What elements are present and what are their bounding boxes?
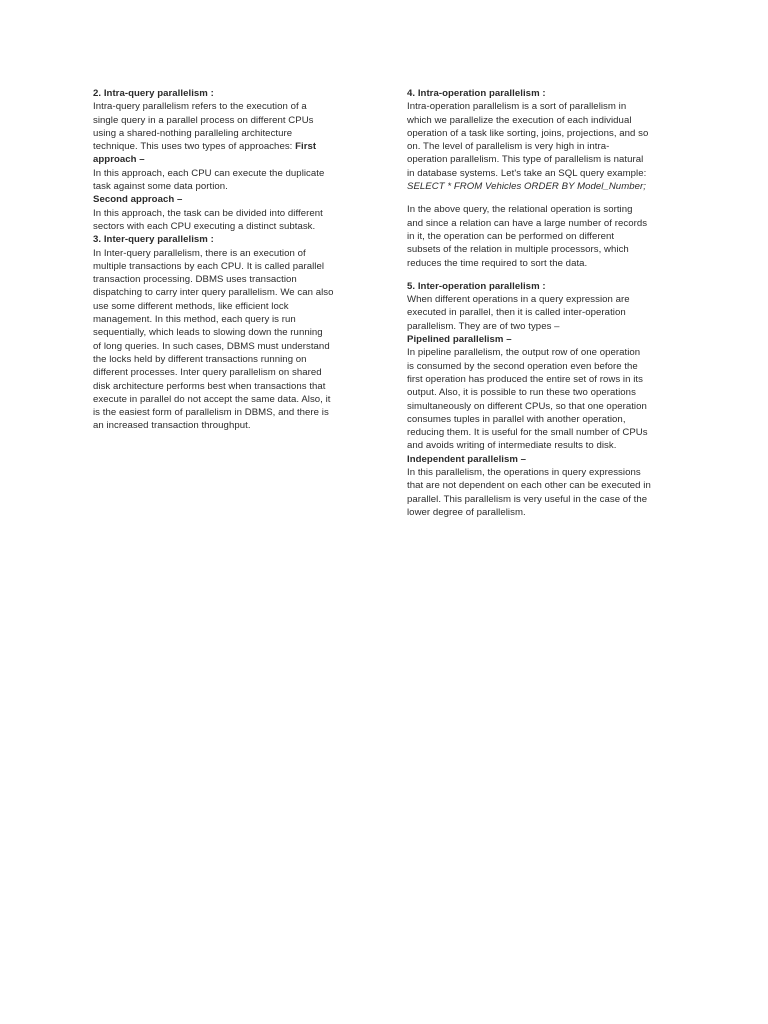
section-5-heading: 5. Inter-operation parallelism : [407, 280, 546, 292]
pipelined-body: In pipeline parallelism, the output row of one operation is consumed by the second operation even before the first operation has produced the entire set of rows in its output. Also, it is possible to run these two operations simultaneously on different CPUs, so that one operation consumes tuples in parallel with another operation, reducing them. It is useful for the small number of CPUs and avoids writing of intermediate results to disk. [407, 347, 648, 452]
section-2-heading: 2. Intra-query parallelism : [93, 88, 214, 99]
section-2-text: Intra-query parallelism refers to the execution of a single query in a parallel process on different CPUs using a shared-nothing paralleling architecture technique. This uses two types of approaches: [93, 101, 314, 153]
section-5-body: When different operations in a query expression are executed in parallel, then it is called inter-operation parallelism. They are of two types – [407, 294, 630, 332]
right-column [407, 87, 679, 519]
section-4-body: Intra-operation parallelism is a sort of parallelism in which we parallelize the execution of each individual operation of a task like sorting, joins, projections, and so on. The level of parallelism is very high in intra- operation parallelism. This type of parallelism is natural in database systems. Let's take an SQL query example: [407, 101, 649, 179]
section-4-explanation: In the above query, the relational operation is sorting and since a relation can have a large number of records in it, the operation can be performed on different subsets of the relation in multiple processors, which reduces the time required to sort the data. [407, 204, 648, 269]
section-2-body [93, 100, 365, 166]
first-approach-body: In this approach, each CPU can execute the duplicate task against some data portion. [93, 167, 325, 193]
spacer [407, 270, 679, 280]
independent-label: Independent parallelism – [407, 453, 527, 465]
section-3-heading: 3. Inter-query parallelism : [93, 234, 214, 246]
spacer [407, 193, 679, 203]
second-approach-label: Second approach – [93, 194, 183, 206]
sql-example: SELECT * FROM Vehicles ORDER BY Model_Number; [407, 181, 646, 193]
second-approach-body: In this approach, the task can be divided into different sectors with each CPU executing a distinct subtask. [93, 207, 323, 232]
section-3-body: In Inter-query parallelism, there is an execution of multiple transactions by each CPU. It is called parallel transaction processing. DBMS uses transaction dispatching to carry inter query parallelism. We can also use some different methods, like efficient lock management. In this method, each query is run sequentially, which leads to slowing down the running of long queries. In such cases, DBMS must understand the locks held by different transactions running on different processes. Inter query parallelism on shared disk architecture performs best when transactions that execute in parallel do not accept the same data. Also, it is the easiest form of parallelism in DBMS, and there is an increased transaction throughput. [93, 247, 334, 432]
first-approach-label: First approach – [93, 141, 317, 166]
section-4-heading: 4. Intra-operation parallelism : [407, 88, 546, 99]
pipelined-label: Pipelined parallelism – [407, 334, 512, 346]
left-column [93, 87, 365, 433]
independent-body: In this parallelism, the operations in query expressions that are not dependent on each other can be executed in parallel. This parallelism is very useful in the case of the lower degree of parallelism. [407, 467, 651, 518]
